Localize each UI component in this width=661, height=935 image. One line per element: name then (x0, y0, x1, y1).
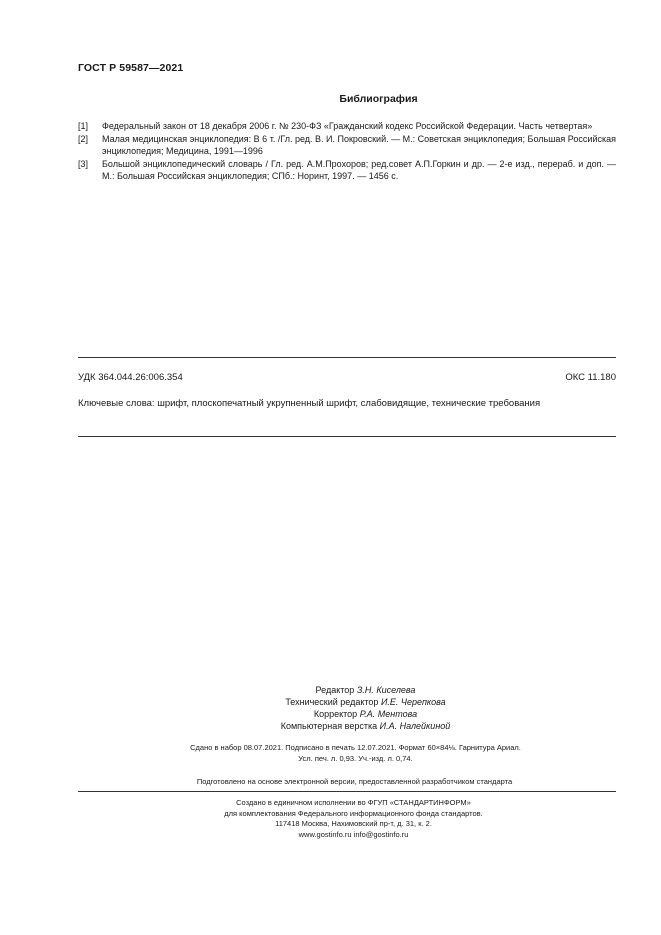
publisher-contacts: www.gostinfo.ru info@gostinfo.ru (298, 829, 409, 839)
oks-code: ОКС 11.180 (565, 372, 616, 383)
divider-top (78, 357, 616, 358)
credit-name: И.Е. Черепкова (380, 697, 446, 707)
credit-role: Корректор (313, 709, 358, 719)
bibliography-item (78, 133, 616, 157)
bibliography-item-text: Малая медицинская энциклопедия: В 6 т. /Гл. ред. В. И. Покровский. — М.: Советская энциклопедия; Большая Российская энциклопедия; Медицина, 1991—1996 (102, 134, 616, 156)
bibliography-item (78, 120, 616, 132)
publisher-info (0, 798, 661, 840)
publisher-line-1: Создано в единичном исполнении во ФГУП «СТАНДАРТИНФОРМ» (236, 798, 471, 807)
bibliography-item-number: [3] (78, 159, 89, 169)
bibliography-item-text: Большой энциклопедический словарь / Гл. ред. А.М.Прохоров; ред.совет А.П.Горкин и др. — 2-е изд., перераб. и доп. — М.: Большая Российская энциклопедия; СПб.: Норинт, 1997. — 1456 с. (102, 159, 616, 181)
credit-role: Компьютерная верстка (280, 721, 378, 731)
publication-info (0, 742, 661, 764)
prepared-note: Подготовлено на основе электронной версии, предоставленной разработчиком стандарта (196, 777, 513, 786)
bibliography-list (78, 120, 616, 183)
credit-name: З.Н. Киселева (356, 685, 416, 695)
divider-bottom (78, 791, 616, 792)
credit-name: Р.А. Ментова (359, 709, 418, 719)
bibliography-item-text: Федеральный закон от 18 декабря 2006 г. № 230-ФЗ «Гражданский кодекс Российской Федерации. Часть четвертая» (102, 121, 593, 131)
bibliography-title: Библиография (339, 93, 418, 105)
credit-corrector (70, 708, 661, 720)
publisher-line-2: для комплектования Федерального информационного фонда стандартов. (224, 808, 483, 818)
credit-tech-editor (70, 696, 661, 708)
publisher-address: 117418 Москва, Нахимовский пр-т, д. 31, к. 2. (275, 819, 432, 828)
credit-editor (70, 684, 661, 696)
credit-name: И.А. Налейкиной (379, 721, 451, 731)
publication-line-1: Сдано в набор 08.07.2021. Подписано в печать 12.07.2021. Формат 60×84⅛. Гарнитура Ариал. (190, 743, 521, 752)
bibliography-item-number: [1] (78, 121, 89, 131)
standard-number: ГОСТ Р 59587—2021 (78, 62, 184, 74)
bibliography-item (78, 158, 616, 182)
divider-keywords (78, 436, 616, 437)
credits-block (0, 684, 661, 732)
keywords: Ключевые слова: шрифт, плоскопечатный укрупненный шрифт, слабовидящие, технические требования (78, 398, 541, 409)
credit-role: Технический редактор (285, 697, 379, 707)
credit-layout (70, 720, 661, 732)
udk-code: УДК 364.044.26:006.354 (78, 372, 183, 383)
publication-line-2: Усл. печ. л. 0,93. Уч.-изд. л. 0,74. (298, 754, 413, 763)
bibliography-item-number: [2] (78, 134, 89, 144)
credit-role: Редактор (315, 685, 355, 695)
